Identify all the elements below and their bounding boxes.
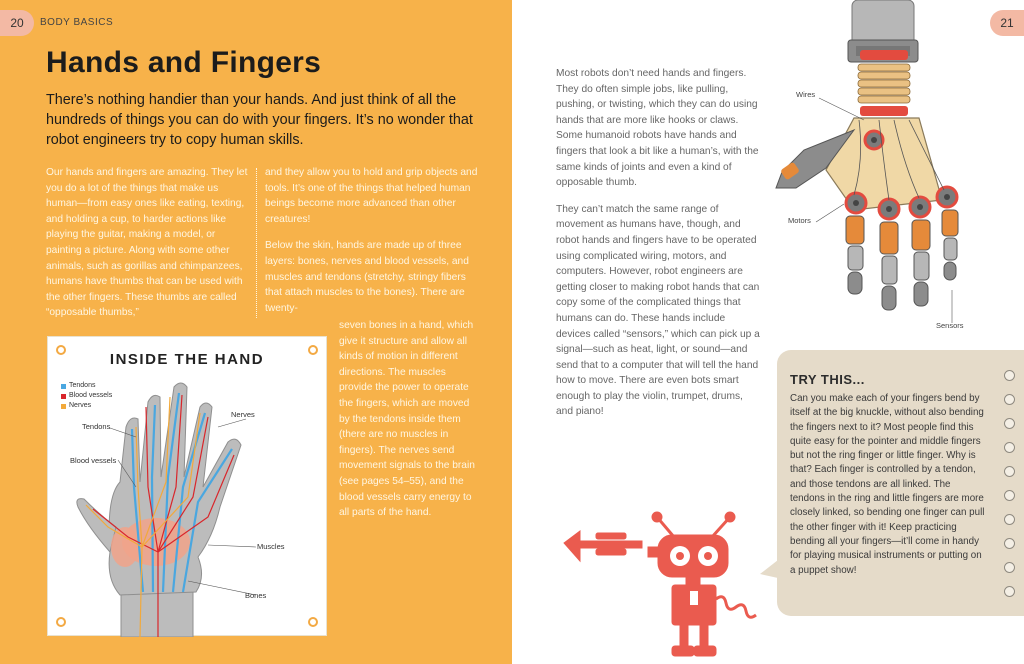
binder-ring-icon <box>1004 514 1015 525</box>
robot-paragraph-1: Most robots don’t need hands and fingers. They do often simple jobs, like pulling, pushing, or twisting, which they can do using hands that are more like hooks or claws. Some humanoid robots have hands and fingers that look a bit like a human’s, with the same kinds of joints and even a kind of opposable thumb. <box>556 68 759 189</box>
binder-ring-icon <box>1004 418 1015 429</box>
try-this-box <box>777 350 1024 616</box>
try-this-title: TRY THIS... <box>790 372 865 387</box>
binder-ring-icon <box>1004 394 1015 405</box>
label-muscles: Muscles <box>257 542 285 551</box>
trumpet-robot-illustration <box>562 509 777 664</box>
label-sensors: Sensors <box>936 321 964 330</box>
legend-label: Blood vessels <box>69 392 113 399</box>
diagram-title: INSIDE THE HAND <box>109 351 265 368</box>
label-nerves: Nerves <box>231 410 255 419</box>
binder-ring-icon <box>1004 538 1015 549</box>
speech-tail-icon <box>760 560 780 580</box>
label-motors: Motors <box>788 216 811 225</box>
body-column-2-paragraph-1: and they allow you to hold and grip objects and tools. It’s one of the things that helped human beings become more advanced than other creatures! <box>265 167 478 225</box>
body-column-2 <box>265 165 483 316</box>
section-label: BODY BASICS <box>40 17 114 28</box>
body-column-2-continued: seven bones in a hand, which give it structure and allow all kinds of motion in different directions. The muscles provide the power to operate the fingers, which are moved by the tendons inside them (there are no muscles in fingers). The nerves send movement signals to the brain (see pages 54–55), and the blood vessels carry energy to all parts of the hand. <box>339 320 475 519</box>
intro-paragraph: There’s nothing handier than your hands. And just think of all the hundreds of things you can do with your fingers. It’s no wonder that robot engineers try to copy human skills. <box>46 92 473 148</box>
inside-the-hand-diagram <box>47 336 327 636</box>
label-wires: Wires <box>796 90 816 99</box>
binder-ring-icon <box>1004 442 1015 453</box>
binder-ring-icon <box>1004 586 1015 597</box>
label-tendons: Tendons <box>82 422 111 431</box>
binder-ring-icon <box>1004 562 1015 573</box>
page-number-left: 20 <box>0 10 34 36</box>
right-page <box>512 0 1024 664</box>
page-number-right: 21 <box>990 10 1024 36</box>
label-blood-vessels: Blood vessels <box>70 456 117 465</box>
hand-anatomy-illustration <box>48 337 328 637</box>
robot-hands-text <box>556 66 761 420</box>
robot-hand-illustration <box>764 0 1024 345</box>
legend-label: Nerves <box>69 402 92 409</box>
try-this-text: Can you make each of your fingers bend by itself at the big knuckle, without also bending the fingers next to it? Most people find this quite easy for the pointer and middle fingers but not the ring finger or little finger. Why is that? Each finger is controlled by a tendon, and those tendons are all linked. The tendons in the ring and little fingers are more closely linked, so bending one finger can pull the other finger with it! Keep practicing bending all your fingers—it’ll come in handy for playing musical instruments or putting on a puppet show! <box>790 393 985 576</box>
binder-ring-icon <box>1004 490 1015 501</box>
body-column-2-paragraph-2: Below the skin, hands are made up of three layers: bones, nerves and blood vessels, and muscles and tendons (stretchy, stringy fibers that attach muscles to the bones). There are twenty- <box>265 240 469 314</box>
page-title: Hands and Fingers <box>46 46 322 79</box>
column-divider <box>256 168 257 318</box>
binder-ring-icon <box>1004 466 1015 477</box>
legend-label: Tendons <box>69 382 96 389</box>
label-bones: Bones <box>245 591 267 600</box>
binder-ring-icon <box>1004 370 1015 381</box>
robot-paragraph-2: They can’t match the same range of movement as humans have, though, and robot hands and fingers have to be operated using complicated wiring, motors, and computers. However, robot engineers are getting closer to making robot hands that can copy some of the complicated things that humans can do. These hands include devices called “sensors,” which can pick up a signal—such as heat, light, or sound—and send that to a computer that will tell the hand how to move. There are even bots smart enough to play the violin, trumpet, drums, and piano! <box>556 203 760 418</box>
body-column-1: Our hands and fingers are amazing. They let you do a lot of the things that make us human—from easy ones like eating, texting, and holding a cup, to harder actions like playing the guitar, making a model, or painting a picture. Along with some other animals, such as gorillas and chimpanzees, humans have thumbs that can be used with the other fingers. These thumbs are called “opposable thumbs,” <box>46 167 248 319</box>
